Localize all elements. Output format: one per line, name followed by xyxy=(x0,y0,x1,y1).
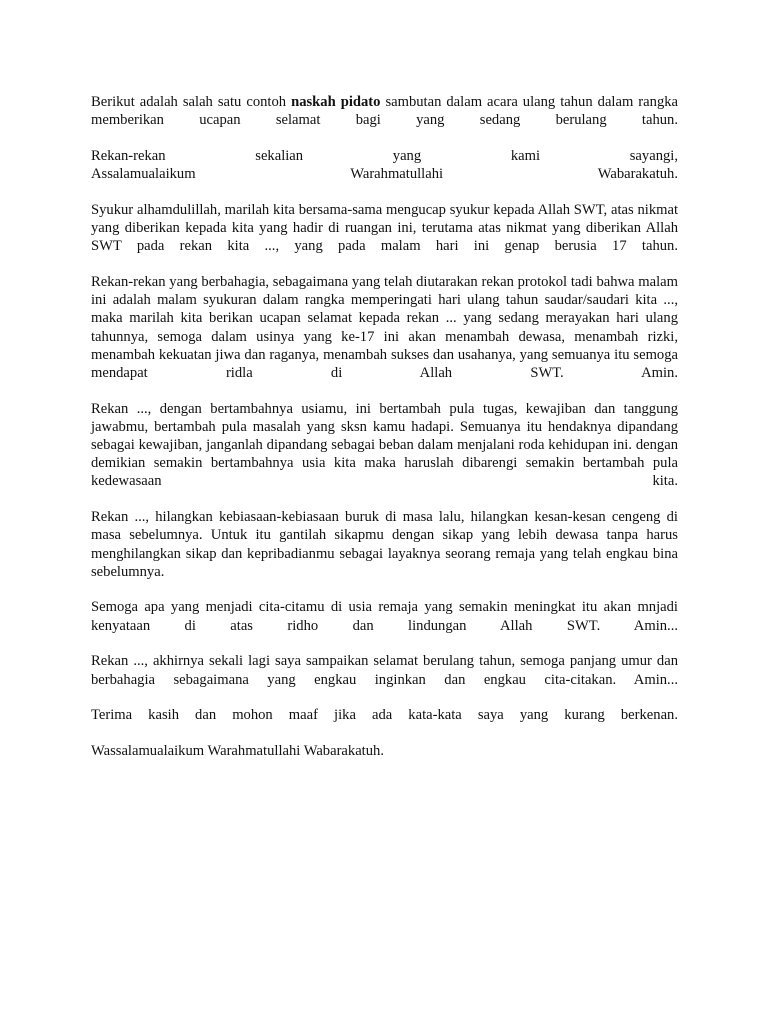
closing-paragraph: Wassalamualaikum Warahmatullahi Wabarakatuh. xyxy=(91,742,384,759)
body-paragraph-1: Syukur alhamdulillah, marilah kita bersama-sama mengucap syukur kepada Allah SWT, atas nikmat yang diberikan kepada kita yang hadir di ruangan ini, terutama atas nikmat yang diberikan Allah SWT pada rekan kita ..., yang pada malam hari ini genap berusia 17 tahun. xyxy=(91,201,678,255)
greeting-paragraph xyxy=(91,147,678,183)
body-paragraph-4: Rekan ..., hilangkan kebiasaan-kebiasaan buruk di masa lalu, hilangkan kesan-kesan cengeng di masa sebelumnya. Untuk itu gantilah sikapmu dengan sikap yang lebih dewasa tanpa harus menghilangkan sikap dan kepribadianmu sebagai layaknya seorang remaja yang telah engkau bina sebelumnya. xyxy=(91,509,678,580)
document-body xyxy=(91,93,678,778)
intro-paragraph xyxy=(91,93,678,129)
greeting-line: Rekan-rekan sekalian yang kami sayangi, xyxy=(91,147,678,164)
intro-text-end: sambutan dalam acara ulang tahun dalam rangka memberikan ucapan selamat bagi yang sedang berulang tahun. xyxy=(91,94,679,129)
intro-bold-phrase: naskah pidato xyxy=(291,94,381,110)
body-paragraph-7: Terima kasih dan mohon maaf jika ada kata-kata saya yang kurang berkenan. xyxy=(91,707,678,724)
body-paragraph-6: Rekan ..., akhirnya sekali lagi saya sampaikan selamat berulang tahun, semoga panjang umur dan berbahagia sebagaimana yang engkau inginkan dan engkau cita-citakan. Amin... xyxy=(91,653,678,688)
body-paragraph-3: Rekan ..., dengan bertambahnya usiamu, ini bertambah pula tugas, kewajiban dan tanggung jawabmu, bertambah pula masalah yang sksn kamu hadapi. Semuanya itu hendaknya dipandang sebagai kewajiban, janganlah dipandang sebagai beban dalam menjalani roda kehidupan ini. dengan demikian semakin bertambahnya usia kita maka haruslah dibarengi semakin bertambah pula kedewasaan kita. xyxy=(91,400,678,490)
salutation-line: Assalamualaikum Warahmatullahi Wabarakatuh. xyxy=(91,166,678,183)
body-paragraph-5: Semoga apa yang menjadi cita-citamu di usia remaja yang semakin meningkat itu akan mnjadi kenyataan di atas ridho dan lindungan Allah SWT. Amin... xyxy=(91,599,678,634)
body-paragraph-2: Rekan-rekan yang berbahagia, sebagaimana yang telah diutarakan rekan protokol tadi bahwa malam ini adalah malam syukuran dalam rangka memperingati hari ulang tahun saudar/saudari kita ..., maka marilah kita berikan ucapan selamat kepada rekan ... yang sedang merayakan hari ulang tahunnya, semoga dalam usinya yang ke-17 ini akan menambah dewasa, menambah rizki, menambah kekuatan jiwa dan raganya, menambah sukses dan usahanya, yang semuanya itu semoga mendapat ridla di Allah SWT. Amin. xyxy=(91,273,678,381)
intro-text-start: Berikut adalah salah satu contoh xyxy=(91,94,292,110)
